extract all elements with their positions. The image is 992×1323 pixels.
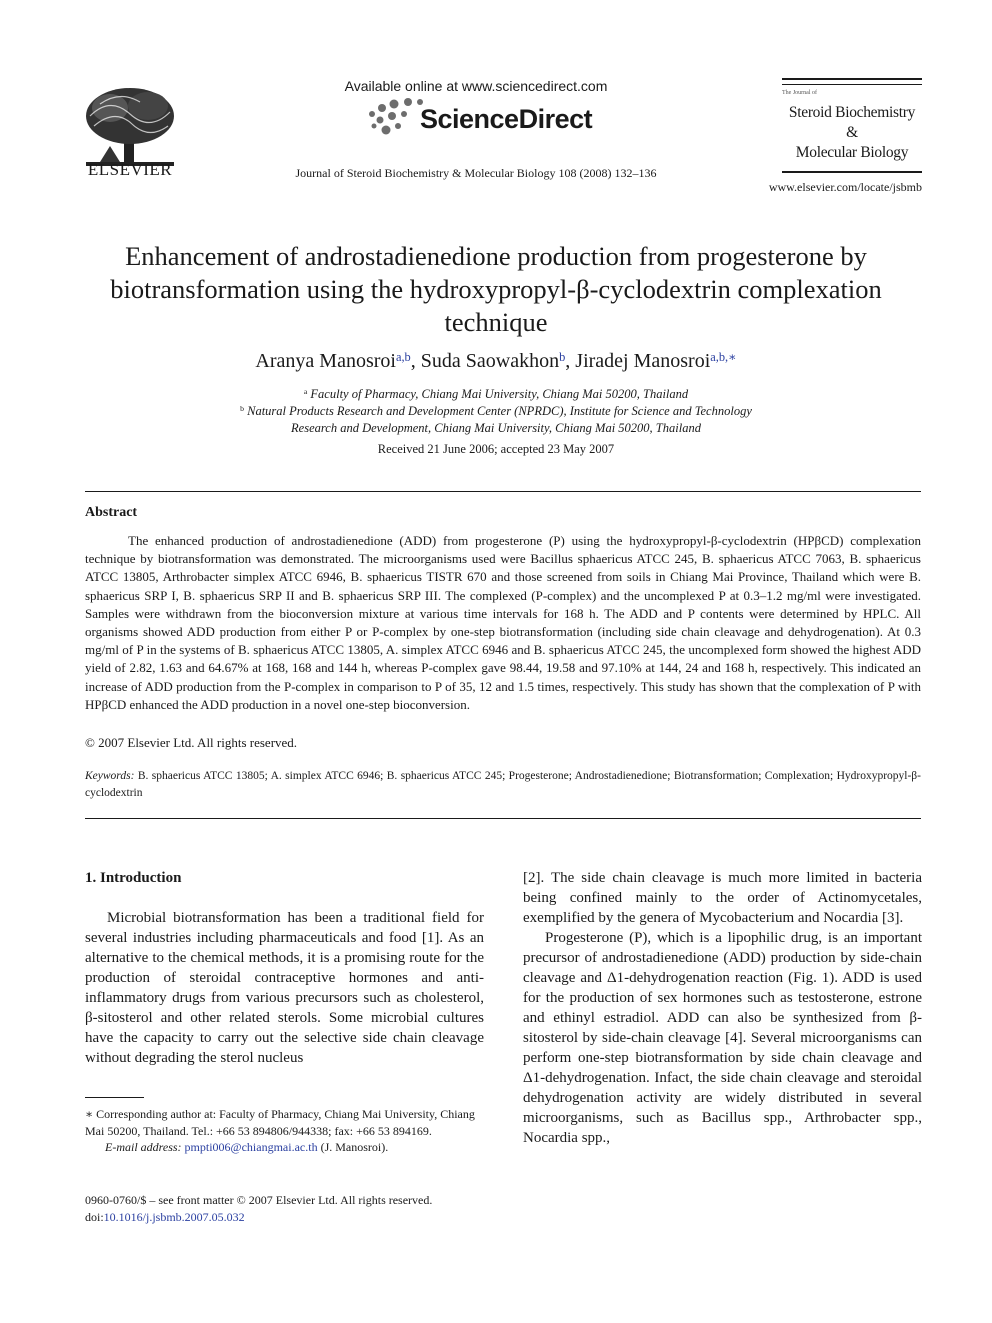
body-paragraph: [2]. The side chain cleavage is much more limited in bacteria being confined mainly to the order of Actinomycetales, exemplified by the genera of Mycobacterium and Nocardia [3]. <box>523 870 922 926</box>
keywords <box>85 768 921 802</box>
masthead-rule-bottom <box>782 171 922 173</box>
masthead-line: Steroid Biochemistry <box>788 104 916 121</box>
front-matter-line: 0960-0760/$ – see front matter © 2007 Elsevier Ltd. All rights reserved. <box>85 1193 433 1207</box>
footnote-text: ∗ Corresponding author at: Faculty of Pharmacy, Chiang Mai University, Chiang Mai 50200, Thailand. Tel.: +66 53 894806/944338; fax: +66 53 894169. <box>85 1107 475 1138</box>
email-suffix: (J. Manosroi). <box>320 1140 389 1154</box>
footnote-rule <box>85 1097 144 1098</box>
author-name: Suda Saowakhon <box>420 350 560 372</box>
author-affiliation-mark[interactable]: b <box>559 349 566 364</box>
doi-link[interactable]: 10.1016/j.jsbmb.2007.05.032 <box>103 1210 245 1224</box>
author-separator: , <box>565 350 576 372</box>
author-separator: , <box>410 350 421 372</box>
abstract-body <box>85 532 921 714</box>
issn-block <box>85 1192 505 1226</box>
received-dates: Received 21 June 2006; accepted 23 May 2007 <box>377 442 615 456</box>
email-label: E-mail address: <box>105 1140 182 1154</box>
copyright-notice: © 2007 Elsevier Ltd. All rights reserved. <box>85 735 298 750</box>
body-paragraph: Progesterone (P), which is a lipophilic drug, is an important precursor of androstadienedione (ADD) production by side-chain cleavage and Δ1-dehydrogenation reaction (Fig. 1). ADD is used for the production of sex hormones such as testosterone, estrone and ethinyl estradiol. ADD can also be synthesized from β-sitosterol by side-chain cleavage [4]. Several microorganisms can perform one-step biotransformation by side chain cleavage and Δ1-dehydrogenation. Infact, the side chain cleavage and steroidal dehydrogenation activity are widely distributed in several microorganisms, such as Bacillus spp., Arthrobacter spp., Nocardia spp., <box>523 930 922 1146</box>
abstract-heading: Abstract <box>85 505 138 520</box>
affiliation-b <box>96 404 896 419</box>
author-affiliation-mark[interactable]: a,b,∗ <box>710 349 737 364</box>
sciencedirect-name: ScienceDirect <box>420 104 593 134</box>
masthead-line: Molecular Biology <box>795 144 909 161</box>
publisher-name: ELSEVIER <box>87 160 173 179</box>
author-name: Aranya Manosroi <box>255 350 396 372</box>
masthead-small-text: The Journal of <box>782 90 817 96</box>
abstract-rule-bottom <box>85 818 921 819</box>
available-online-text[interactable]: Available online at www.sciencedirect.com <box>344 78 608 94</box>
left-column <box>85 908 484 1068</box>
masthead-line: & <box>846 124 858 141</box>
corresponding-author-footnote <box>85 1106 484 1156</box>
abstract-rule-top <box>85 491 921 492</box>
affiliation-b-continued: Research and Development, Chiang Mai University, Chiang Mai 50200, Thailand <box>291 421 701 435</box>
email-link[interactable]: pmpti006@chiangmai.ac.th <box>184 1140 318 1154</box>
journal-reference: Journal of Steroid Biochemistry & Molecular Biology 108 (2008) 132–136 <box>295 166 657 180</box>
keywords-text: B. sphaericus ATCC 13805; A. simplex ATCC 6946; B. sphaericus ATCC 245; Progesterone; Androstadienedione; Biotransformation; Complexation; Hydroxypropyl-β-cyclodextrin <box>85 770 921 799</box>
right-column <box>523 868 922 1148</box>
doi-label: doi: <box>85 1210 104 1224</box>
section-heading: 1. Introduction <box>85 870 182 886</box>
journal-masthead-title <box>770 103 934 163</box>
article-title: Enhancement of androstadienedione production from progesterone by biotransformation using the hydroxypropyl-β-cyclodextrin complexation technique <box>110 241 882 337</box>
author-list <box>96 350 896 373</box>
abstract-text: The enhanced production of androstadienedione (ADD) from progesterone (P) using the hydroxypropyl-β-cyclodextrin (HPβCD) complexation technique by biotransformation was demonstrated. The microorganisms used were Bacillus sphaericus ATCC 245, B. sphaericus ATCC 7063, B. sphaericus ATCC 13805, Arthrobacter simplex ATCC 6946, B. sphaericus TISTR 670 and those screened from soils in Chiang Mai Province, Thailand which were B. sphaericus SRP I, B. sphaericus SRP II and B. sphaericus SRP III. The complexed (P-complex) and the uncomplexed P at 0.3–1.2 mg/ml were investigated. Samples were withdrawn from the bioconversion mixture at various time intervals for 168 h. The ADD and P contents were determined by HPLC. All organisms showed ADD production from either P or P-complex by one-step biotransformation (including side chain cleavage and dehydrogenation). At 0.3 mg/ml of P in the systems of B. sphaericus ATCC 13805, A. simplex ATCC 6946 and B. sphaericus ATCC 245, the uncomplexed form showed the highest ADD yield of 2.82, 1.63 and 64.67% at 168, 168 and 144 h, whereas P-complex gave 98.44, 19.58 and 97.10% at 144, 24 and 168 h, respectively. This indicated an increase of ADD production from the P-complex in comparison to P of 35, 12 and 1.5 times, respectively. This study has shown that the complexation of P with HPβCD enhanced the ADD production in a novel one-step bioconversion. <box>85 533 921 712</box>
masthead-rule-top-thin <box>782 84 922 85</box>
affiliation-mark: b <box>240 404 244 414</box>
affiliation-a <box>96 387 896 402</box>
affiliation-mark: a <box>303 387 308 397</box>
journal-url[interactable]: www.elsevier.com/locate/jsbmb <box>768 180 922 194</box>
affiliation-text: Faculty of Pharmacy, Chiang Mai University, Chiang Mai 50200, Thailand <box>310 387 689 401</box>
author-name: Jiradej Manosroi <box>575 350 711 372</box>
body-paragraph: Microbial biotransformation has been a traditional field for several industries including pharmaceuticals and food [1]. As an alternative to the chemical methods, it is a promising route for the production of steroidal contraceptive hormones and anti-inflammatory drugs from various precursors such as cholesterol, β-sitosterol and other related sterols. Some microbial cultures have the capacity to carry out the selective side chain cleavage without degrading the sterol nucleus <box>85 910 484 1066</box>
masthead-rule-top <box>782 78 922 80</box>
author-affiliation-mark[interactable]: a,b <box>395 349 411 364</box>
affiliation-text: Natural Products Research and Development Center (NPRDC), Institute for Science and Technology <box>247 404 752 418</box>
keywords-label: Keywords: <box>85 770 135 782</box>
